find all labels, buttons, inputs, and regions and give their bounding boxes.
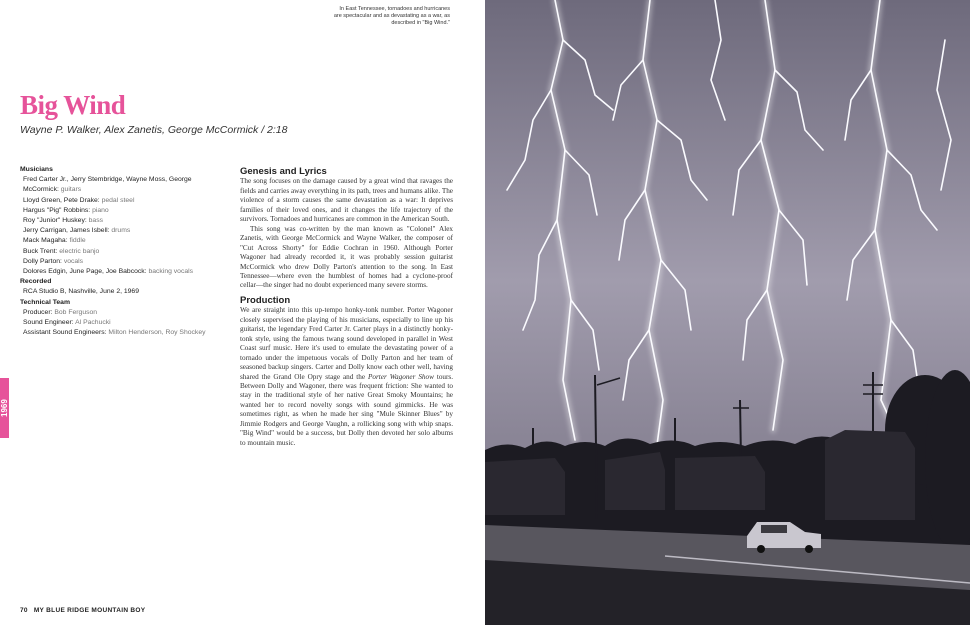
musician-name: Buck Trent: bbox=[23, 247, 58, 255]
musician-name: Hargus "Pig" Robbins: bbox=[23, 206, 91, 214]
genesis-heading: Genesis and Lyrics bbox=[240, 166, 327, 177]
credits-column bbox=[20, 165, 235, 338]
musician-row bbox=[20, 247, 235, 257]
musician-row bbox=[20, 206, 235, 216]
technical-heading: Technical Team bbox=[20, 298, 70, 306]
technical-row bbox=[20, 328, 235, 338]
lightning-storm-image bbox=[485, 0, 970, 625]
song-credits: Wayne P. Walker, Alex Zanetis, George McCormick / 2:18 bbox=[20, 124, 288, 136]
recorded-heading: Recorded bbox=[20, 278, 52, 286]
technical-row bbox=[20, 308, 235, 318]
photo-caption: In East Tennessee, tornadoes and hurricanes are spectacular and as devastating as a war, as described in "Big Wind." bbox=[333, 6, 450, 26]
musician-role: backing vocals bbox=[148, 268, 194, 276]
musician-name: McCormick: bbox=[23, 186, 59, 194]
genesis-paragraph-1: The song focuses on the damage caused by a great wind that ravages the fields and carries away everything in its path, trees and humans alike. The violence of a storm causes the same devastation as a war: It deprives families of their loved ones, and it changes the life trajectory of the survivors. Tornadoes and hurricanes are common in the American South. bbox=[240, 177, 453, 224]
musician-row bbox=[20, 226, 235, 236]
musician-name: Roy "Junior" Huskey: bbox=[23, 217, 87, 225]
lightning-photo bbox=[485, 0, 970, 625]
musician-row bbox=[20, 185, 235, 195]
technical-value: Bob Ferguson bbox=[54, 308, 98, 316]
production-text-italic: Porter Wagoner Show bbox=[368, 372, 434, 381]
year-tab: 1969 bbox=[0, 378, 9, 438]
technical-label: Producer: bbox=[23, 308, 53, 316]
musician-row bbox=[20, 196, 235, 206]
musician-row bbox=[20, 257, 235, 267]
musician-role: fiddle bbox=[69, 237, 86, 245]
musician-row bbox=[20, 216, 235, 226]
production-heading: Production bbox=[240, 294, 291, 306]
production-text-start: We are straight into this up-tempo honky-tonk number. Porter Wagoner closely supervised the playing of his musicians, especially to line up his guitarist, the legendary Fred Carter Jr. Carter plays in a distinctly honky-tonk style, using the famous twang sound developed in parallel in West Coast surf music. Here it's used to emulate the devastating power of a tornado under the impetuous vocals of Dolly Parton and her team of seasoned backup singers. Carter and Dolly know each other well, having shared the Grand Ole Opry stage and the bbox=[240, 306, 453, 381]
musician-name: Dolly Parton: bbox=[23, 257, 62, 265]
recorded-text: RCA Studio B, Nashville, June 2, 1969 bbox=[23, 288, 139, 296]
musician-name: Jerry Carrigan, James Isbell: bbox=[23, 227, 110, 235]
musician-role: guitars bbox=[60, 186, 82, 194]
musician-name: Mack Magaha: bbox=[23, 237, 68, 245]
production-paragraph bbox=[240, 306, 453, 448]
musicians-heading: Musicians bbox=[20, 166, 53, 173]
article-column bbox=[240, 167, 453, 448]
musician-role: pedal steel bbox=[101, 196, 135, 204]
musician-name: Fred Carter Jr., Jerry Stembridge, Wayne Moss, George bbox=[23, 176, 192, 184]
musician-role: electric banjo bbox=[59, 247, 100, 255]
musician-role: vocals bbox=[63, 257, 84, 265]
musician-row bbox=[20, 175, 235, 185]
musician-row bbox=[20, 236, 235, 246]
technical-row bbox=[20, 318, 235, 328]
song-title: Big Wind bbox=[20, 90, 126, 120]
page-number: 70 bbox=[20, 607, 28, 614]
musician-role: piano bbox=[92, 206, 109, 214]
musician-role: bass bbox=[88, 217, 104, 225]
musician-name: Dolores Edgin, June Page, Joe Babcock: bbox=[23, 268, 147, 276]
musician-name: Lloyd Green, Pete Drake: bbox=[23, 196, 100, 204]
production-text-end: tours. Between Dolly and Wagoner, there was frequent friction: She wanted to stay in the traditional style of her native Great Smoky Mountains; he wanted her to record novelty songs with sound gimmicks. He was sometimes right, as when he made her sing "Mule Skinner Blues" by Jimmie Rodgers and George Vaughn, a rollicking song with whip snaps. "Big Wind" would be a success, but Dolly then devoted her solo albums to mountain music. bbox=[240, 372, 454, 447]
technical-label: Sound Engineer: bbox=[23, 319, 74, 327]
book-title: MY BLUE RIDGE MOUNTAIN BOY bbox=[33, 607, 146, 614]
genesis-paragraph-2: This song was co-written by the man known as "Colonel" Alex Zanetis, with George McCormick and Wayne Walker, the composer of "Cut Across Shorty" for Eddie Cochran in 1960. Although Porter Wagoner had already recorded it, it was probably session guitarist McCormick who drew Dolly Parton's attention to the song. In East Tennessee—where even the humblest of homes had a cyclone-proof cellar—the singer had no doubt experienced many severe storms. bbox=[240, 224, 453, 290]
page-footer bbox=[20, 607, 145, 614]
technical-value: Al Pachucki bbox=[75, 319, 111, 327]
musician-role: drums bbox=[111, 227, 131, 235]
technical-label: Assistant Sound Engineers: bbox=[23, 329, 107, 337]
musician-row bbox=[20, 267, 235, 277]
technical-value: Milton Henderson, Roy Shockey bbox=[108, 329, 206, 337]
